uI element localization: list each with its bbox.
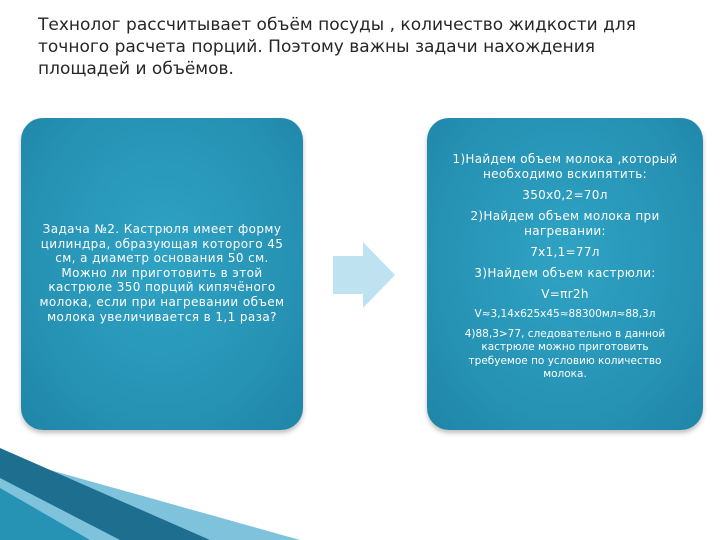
title-line: площадей и объёмов.: [38, 59, 234, 79]
problem-card: [21, 118, 303, 430]
step2-calc: 7х1,1=77л: [530, 245, 600, 259]
problem-line: молока увеличивается в 1,1 раза?: [47, 309, 277, 324]
right-arrow-icon: [331, 240, 397, 310]
slide-title: [38, 14, 698, 80]
problem-line: кастрюле 350 порций кипячёного: [48, 280, 276, 295]
step3-formula: V=πr2h: [541, 287, 589, 301]
step4-line: 4)88,3>77, следовательно в данной: [464, 327, 666, 340]
problem-line: Задача №2. Кастрюля имеет форму: [42, 222, 282, 236]
step1-line: 1)Найдем объем молока ,который: [452, 152, 678, 166]
problem-line: см, а диаметр основания 50 см.: [55, 251, 269, 266]
step4-line: кастрюле можно приготовить: [481, 341, 649, 353]
step3-line: 3)Найдем объем кастрюли:: [474, 266, 656, 280]
problem-text: [29, 222, 295, 324]
step4-line: требуемое по условию количество: [468, 354, 662, 367]
step2-line: нагревании:: [524, 224, 606, 238]
step4-line: молока.: [543, 368, 587, 380]
problem-line: цилиндра, образующая которого 45: [40, 236, 284, 251]
solution-text: [433, 152, 697, 382]
step1-line: необходимо вскипятить:: [483, 167, 647, 181]
problem-line: молока, если при нагревании объем: [39, 294, 285, 309]
step1-calc: 350х0,2=70л: [522, 188, 608, 202]
decorative-swoosh: [0, 448, 720, 540]
step3-calc: V≈3,14х625х45≈88300мл≈88,3л: [474, 308, 656, 320]
title-line: Технолог рассчитывает объём посуды , количество жидкости для: [38, 15, 636, 35]
title-line: точного расчета порций. Поэтому важны задачи нахождения: [38, 37, 595, 57]
problem-line: Можно ли приготовить в этой: [61, 265, 263, 280]
solution-card: [427, 118, 703, 430]
step2-line: 2)Найдем объем молока при: [470, 209, 660, 223]
